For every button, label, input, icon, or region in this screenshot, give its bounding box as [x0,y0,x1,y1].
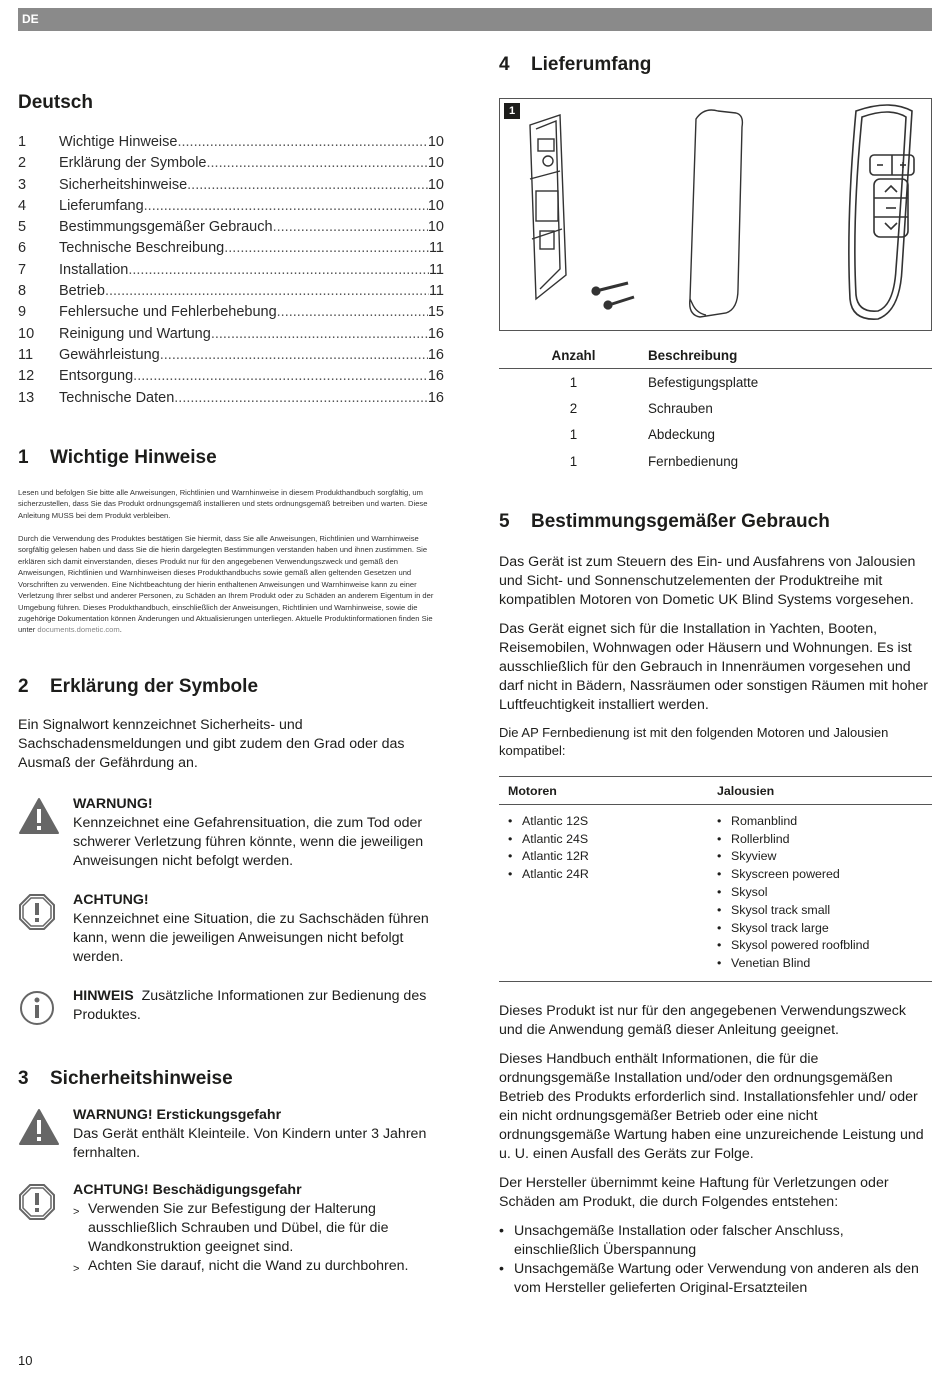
damage-caution [18,1181,444,1279]
toc-number: 7 [18,261,27,278]
caution-description: Kennzeichnet eine Situation, die zu Sachschäden führen kann, wenn die jeweiligen Anweisungen nicht befolgt werden. [73,910,429,965]
table-header-row [499,776,932,804]
caution-notice [18,891,444,967]
toc-page: 10 [427,134,444,150]
toc-label: Lieferumfang [59,197,144,214]
toc-number: 11 [18,346,34,363]
toc-page: 10 [427,176,444,193]
damage-caution-label: ACHTUNG! Beschädigungsgefahr [73,1181,302,1198]
caution-octagon-icon [18,1181,73,1279]
section-number: 4 [499,54,510,75]
choking-warning-label: WARNUNG! Erstickungsgefahr [73,1106,282,1123]
section-number: 5 [499,510,510,532]
note-notice [18,987,444,1032]
toc-number: 9 [18,304,27,321]
toc-number: 10 [18,325,35,342]
toc-label: Wichtige Hinweise [59,134,178,150]
table-row: 1 Abdeckung [569,427,716,443]
toc-label: Reinigung und Wartung [59,325,211,342]
toc-leader [211,324,428,345]
toc-leader [277,302,428,323]
toc-entry[interactable] [18,324,444,345]
section-5-heading [499,511,932,533]
symbols-intro: Ein Signalwort kennzeichnet Sicherheits- und Sachschadensmeldungen und gibt zudem den Grad oder das Ausmaß der Gefährdung an. [18,716,405,771]
warning-triangle-icon [18,795,73,871]
section-number: 2 [18,675,29,697]
toc-page: 10 [427,197,444,214]
list-item: • Skyview [717,848,923,866]
toc-entry[interactable] [18,175,444,196]
section-title: Bestimmungsgemäßer Gebrauch [531,510,830,532]
important-notice-paragraph-2: Durch die Verwendung des Produktes bestätigen Sie hiermit, dass Sie alle Anweisungen, Richtlinien und Warnhinweise sorgfältig gelesen haben und dass Sie die hierin dargelegten Bestimmungen verstanden haben und ihnen zustimmen. Sie erklären sich damit einverstanden, dieses Produkt nur für den angegebenen Verwendungszweck und gemäß den Anweisungen, Richtlinien und Warnhinweisen dieses Produkthandbuchs sowie gemäß allen geltenden Gesetzen und Vorschriften zu verwenden. Eine Nichtbeachtung der hierin enthaltenen Anweisungen und Warnhinweise kann zu einer Verletzung Ihrer selbst und anderer Personen, zu Schäden an Ihrem Produkt oder zu Schäden an anderem Eigentum in der Umgebung führen. Dieses Produkthandbuch, einschließlich der Anweisungen, Richtlinien und Warnhinweise, sowie die zugehörige Dokumentation können Änderungen und Aktualisierungen unterliegen. Aktuelle Produktinformationen finden Sie unter documents.dometic.com. [18,534,434,635]
toc-entry[interactable] [18,260,444,281]
toc-page: 16 [427,389,444,406]
toc-number: 6 [18,240,27,257]
column-header-quantity: Anzahl [499,345,648,369]
table-row: 1 Befestigungsplatte [569,374,759,390]
list-item: • Romanblind [717,813,923,831]
list-item: • Unsachgemäße Wartung oder Verwendung von anderen als den vom Hersteller gelieferten Original-Ersatzteilen [499,1261,919,1297]
toc-label: Entsorgung [59,368,134,385]
toc-page: 11 [428,261,444,278]
toc-page: 16 [427,368,444,385]
right-column [499,54,932,1298]
toc-number: 5 [18,219,27,236]
figure-label: 1 [504,103,520,119]
intended-use-paragraph-5: Dieses Handbuch enthält Informationen, die für die ordnungsgemäße Installation und/oder den ordnungsgemäßen Betrieb des Produkts erforderlich sind. Installationsfehler und/ oder ein nicht ordnungsgemäßer Betrieb oder eine nicht ordnungsgemäße Wartung haben eine unzureichende Leistung und u. U. einen Ausfall des Geräts zur Folge. [499,1051,924,1163]
toc-label: Installation [59,261,129,278]
warning-triangle-icon [18,1106,73,1163]
intended-use-paragraph-2: Das Gerät eignet sich für die Installation in Yachten, Booten, Reisemobilen, Wohnwagen oder Häusern und Wohnungen. Es ist ausschließlich für den Gebrauch in Innenräumen vorgesehen und darf nicht in Bädern, Nassräumen oder sonstigen Räumen mit hoher Luftfeuchtigkeit installiert werden. [499,620,929,713]
list-item: • Skysol [717,884,923,902]
toc-number: 3 [18,176,27,193]
language-bar [18,8,932,31]
section-title: Sicherheitshinweise [50,1067,233,1089]
section-number: 1 [18,446,29,468]
toc-leader [160,345,428,366]
warning-description: Kennzeichnet eine Gefahrensituation, die zum Tod oder schwerer Verletzung führen könnte, wenn die jeweiligen Anweisungen nicht befolgt werden. [73,814,424,869]
list-item: • Atlantic 24R [508,866,699,884]
toc-entry[interactable] [18,132,444,153]
list-item: > Verwenden Sie zur Befestigung der Halterung ausschließlich Schrauben und Dübel, die für die Wandkonstruktion geeignet sind. [73,1200,389,1255]
list-item: • Atlantic 12S [508,813,699,831]
cover-illustration [690,110,743,317]
section-2-heading [18,676,444,698]
intended-use-paragraph-1: Das Gerät ist zum Steuern des Ein- und Ausfahrens von Jalousien und Sicht- und Sonnenschutzelementen der Produktreihe mit kompatiblen Motoren von Dometic UK Blind Systems vorgesehen. [499,553,916,608]
choking-warning [18,1106,444,1163]
toc-entry[interactable] [18,217,444,238]
toc-leader [144,196,428,217]
toc-entry[interactable] [18,366,444,387]
toc-page: 10 [427,155,444,172]
toc-entry[interactable] [18,153,444,174]
list-item: • Skysol track large [717,920,923,938]
toc-leader [174,388,428,409]
toc-entry[interactable] [18,281,444,302]
intended-use-paragraph-4: Dieses Produkt ist nur für den angegebenen Verwendungszweck und die Anwendung gemäß dieser Anleitung geeignet. [499,1003,906,1039]
list-item: • Skysol track small [717,902,923,920]
toc-leader [207,153,428,174]
toc-number: 2 [18,155,27,172]
choking-warning-text: Das Gerät enthält Kleinteile. Von Kindern unter 3 Jahren fernhalten. [73,1125,427,1161]
column-header-blinds: Jalousien [708,776,932,804]
toc-entry[interactable] [18,302,444,323]
list-item: • Skyscreen powered [717,866,923,884]
toc-page: 16 [427,325,444,342]
toc-leader [133,366,428,387]
list-item: • Skysol powered roofblind [717,937,923,955]
blinds-list [717,813,923,973]
note-label: HINWEIS [73,987,134,1004]
caution-label: ACHTUNG! [73,891,149,908]
list-item: • Unsachgemäße Installation oder falscher Anschluss, einschließlich Überspannung [499,1223,844,1259]
important-notice-paragraph-1: Lesen und befolgen Sie bitte alle Anweisungen, Richtlinien und Warnhinweise in diesem Produkthandbuch sorgfältig, um sicherzustellen, dass Sie das Produkt ordnungsgemäß installieren und stets ordnungsgemäß betreiben und warten. Diese Anleitung MUSS bei dem Produkt verbleiben. [18,487,428,520]
toc-label: Technische Daten [59,389,175,406]
toc-label: Erklärung der Symbole [59,155,207,172]
caution-instructions [73,1200,444,1279]
toc-label: Fehlersuche und Fehlerbehebung [59,304,277,321]
section-title: Lieferumfang [531,54,652,75]
toc-leader [224,238,429,259]
scope-of-delivery-figure [499,98,932,331]
list-item: • Venetian Blind [717,955,923,973]
toc-number: 8 [18,283,27,300]
toc-number: 1 [18,134,27,150]
compatibility-table [499,776,932,982]
motors-list [508,813,699,884]
toc-entry[interactable] [18,345,444,366]
toc-page: 11 [428,240,444,257]
section-3-heading [18,1068,444,1090]
liability-list [499,1222,932,1298]
column-header-motors: Motoren [499,776,708,804]
page-number: 10 [18,1353,33,1368]
list-item: • Rollerblind [717,831,923,849]
info-icon [18,987,73,1032]
documents-link[interactable]: documents.dometic.com [37,625,120,635]
note-description: Zusätzliche Informationen zur Bedienung des Produktes. [73,987,427,1023]
list-item: • Atlantic 24S [508,831,699,849]
toc-label: Sicherheitshinweise [59,176,188,193]
section-4-heading [499,54,932,76]
table-of-contents [18,132,444,409]
toc-leader [187,175,428,196]
toc-label: Betrieb [59,283,105,300]
screws-illustration [592,283,634,309]
table-row: 1 Fernbedienung [569,454,739,470]
warning-label: WARNUNG! [73,795,153,812]
mounting-plate-illustration [530,115,566,299]
scope-of-delivery-table [499,345,932,475]
toc-leader [105,281,429,302]
toc-number: 13 [18,389,35,406]
toc-entry[interactable] [18,196,444,217]
left-column [18,92,444,1279]
toc-leader [273,217,428,238]
list-item: • Atlantic 12R [508,848,699,866]
toc-entry[interactable] [18,388,444,409]
toc-leader [128,260,429,281]
toc-page: 11 [428,283,444,300]
toc-entry[interactable] [18,238,444,259]
liability-paragraph: Der Hersteller übernimmt keine Haftung für Verletzungen oder Schäden am Produkt, die durch Folgendes entstehen: [499,1175,889,1211]
language-code: DE [22,12,39,26]
section-number: 3 [18,1067,29,1089]
section-1-heading [18,447,444,469]
table-row: 2 Schrauben [569,400,713,416]
toc-leader [177,132,427,153]
toc-page: 10 [427,219,444,236]
remote-control-illustration [849,105,914,319]
toc-label: Technische Beschreibung [59,240,225,257]
warning-notice [18,795,444,871]
list-item: > Achten Sie darauf, nicht die Wand zu durchbohren. [73,1257,409,1275]
table-header-row [499,345,932,369]
toc-label: Gewährleistung [59,346,160,363]
column-header-description: Beschreibung [648,345,932,369]
document-title: Deutsch [18,92,93,113]
toc-label: Bestimmungsgemäßer Gebrauch [59,219,273,236]
toc-number: 12 [18,368,35,385]
toc-page: 15 [427,304,444,321]
section-title: Wichtige Hinweise [50,446,217,468]
table-row [499,804,932,981]
caution-octagon-icon [18,891,73,967]
compatibility-intro: Die AP Fernbedienung ist mit den folgenden Motoren und Jalousien kompatibel: [499,724,889,758]
section-title: Erklärung der Symbole [50,675,259,697]
toc-number: 4 [18,197,27,214]
toc-page: 16 [427,346,444,363]
